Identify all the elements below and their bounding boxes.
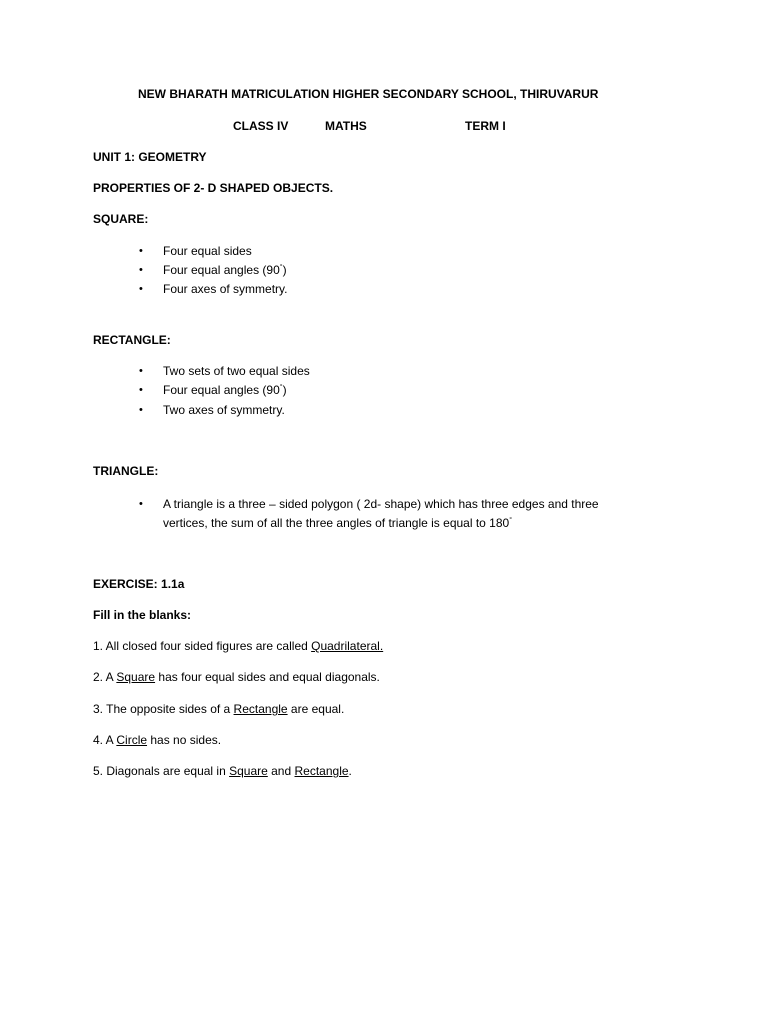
- question-1: 1. All closed four sided figures are called Quadrilateral.: [93, 639, 384, 653]
- bullet-icon: •: [139, 404, 143, 416]
- exercise-instruction: Fill in the blanks:: [93, 608, 192, 622]
- topic-title: PROPERTIES OF 2- D SHAPED OBJECTS.: [93, 181, 334, 195]
- list-item: Two axes of symmetry.: [163, 403, 285, 417]
- answer-5b: Rectangle: [294, 764, 349, 778]
- list-item: Two sets of two equal sides: [163, 364, 310, 378]
- bullet-icon: •: [139, 283, 143, 295]
- unit-title: UNIT 1: GEOMETRY: [93, 150, 207, 164]
- list-item-continuation: vertices, the sum of all the three angles of triangle is equal to 180°: [163, 516, 513, 530]
- triangle-heading: TRIANGLE:: [93, 464, 159, 478]
- bullet-icon: •: [139, 264, 143, 276]
- class-label: CLASS IV: [233, 119, 289, 133]
- list-item: Four equal angles (90°): [163, 383, 287, 397]
- answer-4: Circle: [116, 733, 148, 747]
- list-item: Four axes of symmetry.: [163, 282, 288, 296]
- subject-label: MATHS: [325, 119, 367, 133]
- bullet-icon: •: [139, 498, 143, 510]
- bullet-icon: •: [139, 245, 143, 257]
- rectangle-heading: RECTANGLE:: [93, 333, 171, 347]
- question-5: 5. Diagonals are equal in Square and Rectangle.: [93, 764, 352, 778]
- bullet-icon: •: [139, 384, 143, 396]
- exercise-heading: EXERCISE: 1.1a: [93, 577, 185, 591]
- school-name: NEW BHARATH MATRICULATION HIGHER SECONDARY SCHOOL, THIRUVARUR: [138, 87, 599, 101]
- answer-5a: Square: [229, 764, 268, 778]
- list-item: Four equal sides: [163, 244, 252, 258]
- answer-2: Square: [116, 670, 156, 684]
- answer-1: Quadrilateral.: [311, 639, 384, 653]
- term-label: TERM I: [465, 119, 506, 133]
- question-3: 3. The opposite sides of a Rectangle are equal.: [93, 702, 345, 716]
- question-2: 2. A Square has four equal sides and equal diagonals.: [93, 670, 380, 684]
- list-item: Four equal angles (90°): [163, 263, 287, 277]
- list-item: A triangle is a three – sided polygon ( 2d- shape) which has three edges and three: [163, 497, 599, 511]
- answer-3: Rectangle: [233, 702, 288, 716]
- bullet-icon: •: [139, 365, 143, 377]
- square-heading: SQUARE:: [93, 212, 149, 226]
- question-4: 4. A Circle has no sides.: [93, 733, 222, 747]
